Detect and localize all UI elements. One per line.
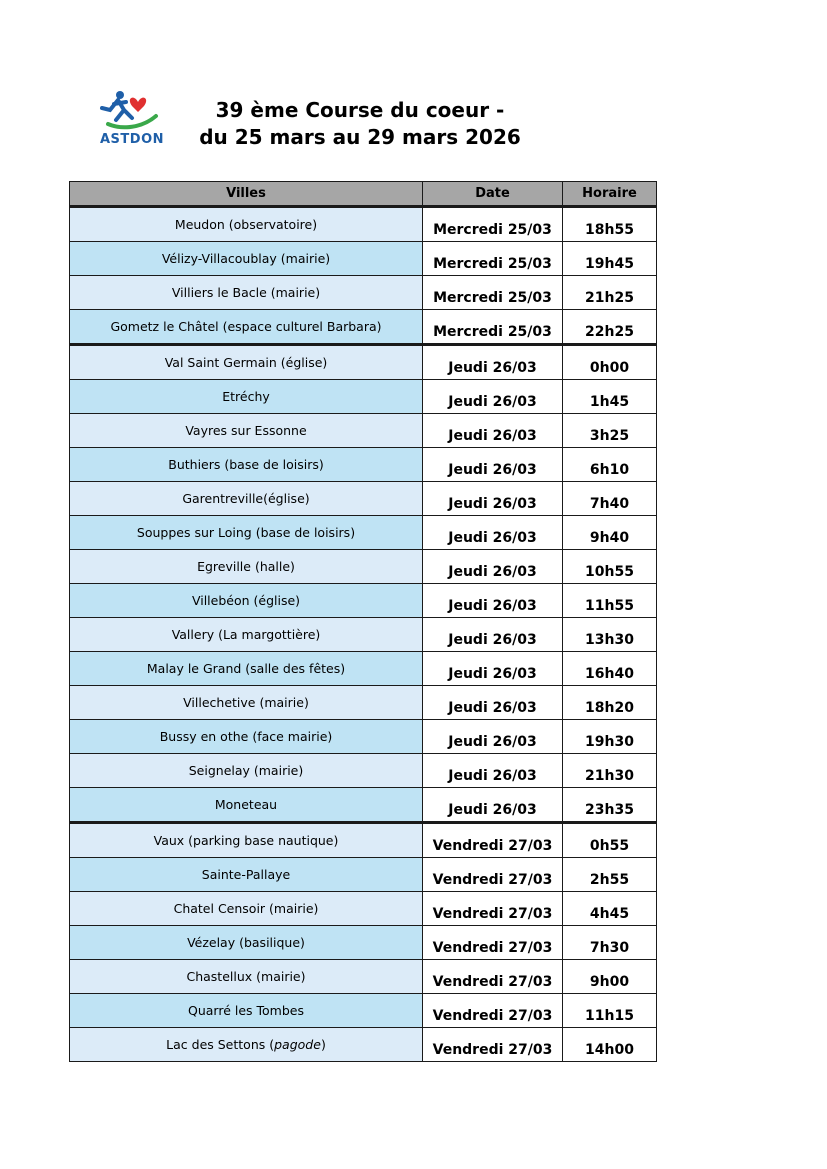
table-row <box>70 686 657 720</box>
cell-horaire: 7h30 <box>563 926 657 960</box>
astdon-logo <box>92 90 172 152</box>
cell-ville: Chatel Censoir (mairie) <box>70 892 423 926</box>
runner-heart-icon <box>98 90 162 132</box>
cell-ville: Etréchy <box>70 380 423 414</box>
cell-horaire: 0h55 <box>563 823 657 858</box>
cell-horaire: 14h00 <box>563 1028 657 1062</box>
cell-date: Jeudi 26/03 <box>423 345 563 380</box>
cell-date: Mercredi 25/03 <box>423 242 563 276</box>
table-row <box>70 823 657 858</box>
table-row <box>70 1028 657 1062</box>
cell-ville: Vaux (parking base nautique) <box>70 823 423 858</box>
cell-horaire: 11h55 <box>563 584 657 618</box>
table-row <box>70 242 657 276</box>
cell-horaire: 11h15 <box>563 994 657 1028</box>
header-villes: Villes <box>70 182 423 207</box>
cell-ville: Meudon (observatoire) <box>70 207 423 242</box>
schedule-rows <box>70 207 657 1062</box>
cell-horaire: 19h45 <box>563 242 657 276</box>
cell-horaire: 10h55 <box>563 550 657 584</box>
cell-horaire: 23h35 <box>563 788 657 823</box>
cell-horaire: 21h30 <box>563 754 657 788</box>
cell-horaire: 18h55 <box>563 207 657 242</box>
cell-ville: Chastellux (mairie) <box>70 960 423 994</box>
table-row <box>70 652 657 686</box>
cell-horaire: 9h00 <box>563 960 657 994</box>
table-row <box>70 550 657 584</box>
table-row <box>70 345 657 380</box>
cell-date: Vendredi 27/03 <box>423 892 563 926</box>
table-row <box>70 960 657 994</box>
cell-date: Jeudi 26/03 <box>423 618 563 652</box>
cell-ville: Malay le Grand (salle des fêtes) <box>70 652 423 686</box>
table-row <box>70 858 657 892</box>
cell-date: Jeudi 26/03 <box>423 414 563 448</box>
cell-horaire: 13h30 <box>563 618 657 652</box>
cell-ville: Lac des Settons (pagode) <box>70 1028 423 1062</box>
cell-ville: Vélizy-Villacoublay (mairie) <box>70 242 423 276</box>
table-row <box>70 414 657 448</box>
cell-date: Jeudi 26/03 <box>423 550 563 584</box>
header-date: Date <box>423 182 563 207</box>
table-row <box>70 720 657 754</box>
table-row <box>70 618 657 652</box>
header-row <box>70 182 657 207</box>
cell-horaire: 1h45 <box>563 380 657 414</box>
cell-horaire: 18h20 <box>563 686 657 720</box>
table-row <box>70 892 657 926</box>
cell-horaire: 7h40 <box>563 482 657 516</box>
cell-date: Jeudi 26/03 <box>423 754 563 788</box>
title-line-1: 39 ème Course du coeur - <box>215 98 505 122</box>
cell-date: Mercredi 25/03 <box>423 276 563 310</box>
schedule-table <box>69 181 657 1062</box>
table-row <box>70 380 657 414</box>
cell-date: Jeudi 26/03 <box>423 584 563 618</box>
table-row <box>70 754 657 788</box>
cell-horaire: 2h55 <box>563 858 657 892</box>
table-row <box>70 448 657 482</box>
table-row <box>70 584 657 618</box>
cell-horaire: 22h25 <box>563 310 657 345</box>
cell-date: Jeudi 26/03 <box>423 482 563 516</box>
cell-ville: Buthiers (base de loisirs) <box>70 448 423 482</box>
cell-date: Jeudi 26/03 <box>423 686 563 720</box>
cell-date: Jeudi 26/03 <box>423 448 563 482</box>
cell-ville: Moneteau <box>70 788 423 823</box>
cell-date: Vendredi 27/03 <box>423 858 563 892</box>
cell-ville: Egreville (halle) <box>70 550 423 584</box>
cell-ville: Seignelay (mairie) <box>70 754 423 788</box>
cell-ville: Bussy en othe (face mairie) <box>70 720 423 754</box>
cell-date: Mercredi 25/03 <box>423 207 563 242</box>
cell-ville: Vallery (La margottière) <box>70 618 423 652</box>
cell-horaire: 9h40 <box>563 516 657 550</box>
cell-horaire: 16h40 <box>563 652 657 686</box>
cell-horaire: 19h30 <box>563 720 657 754</box>
cell-ville: Sainte-Pallaye <box>70 858 423 892</box>
cell-date: Vendredi 27/03 <box>423 926 563 960</box>
cell-date: Jeudi 26/03 <box>423 720 563 754</box>
cell-horaire: 3h25 <box>563 414 657 448</box>
cell-ville: Villiers le Bacle (mairie) <box>70 276 423 310</box>
table-row <box>70 516 657 550</box>
cell-date: Mercredi 25/03 <box>423 310 563 345</box>
cell-date: Vendredi 27/03 <box>423 1028 563 1062</box>
table-row <box>70 276 657 310</box>
cell-horaire: 0h00 <box>563 345 657 380</box>
cell-date: Jeudi 26/03 <box>423 652 563 686</box>
table-row <box>70 207 657 242</box>
cell-ville: Vézelay (basilique) <box>70 926 423 960</box>
cell-horaire: 4h45 <box>563 892 657 926</box>
table-row <box>70 994 657 1028</box>
cell-date: Jeudi 26/03 <box>423 380 563 414</box>
cell-ville: Val Saint Germain (église) <box>70 345 423 380</box>
cell-ville: Villebéon (église) <box>70 584 423 618</box>
table-row <box>70 788 657 823</box>
cell-date: Jeudi 26/03 <box>423 516 563 550</box>
header-horaire: Horaire <box>563 182 657 207</box>
cell-horaire: 6h10 <box>563 448 657 482</box>
cell-date: Vendredi 27/03 <box>423 960 563 994</box>
title-line-2: du 25 mars au 29 mars 2026 <box>199 125 521 149</box>
cell-ville: Souppes sur Loing (base de loisirs) <box>70 516 423 550</box>
cell-ville: Villechetive (mairie) <box>70 686 423 720</box>
cell-date: Vendredi 27/03 <box>423 823 563 858</box>
cell-ville: Gometz le Châtel (espace culturel Barbara) <box>70 310 423 345</box>
logo-text: ASTDON <box>99 132 164 147</box>
cell-ville: Garentreville(église) <box>70 482 423 516</box>
cell-ville: Vayres sur Essonne <box>70 414 423 448</box>
cell-ville: Quarré les Tombes <box>70 994 423 1028</box>
cell-date: Vendredi 27/03 <box>423 994 563 1028</box>
cell-horaire: 21h25 <box>563 276 657 310</box>
table-row <box>70 926 657 960</box>
cell-date: Jeudi 26/03 <box>423 788 563 823</box>
table-row <box>70 310 657 345</box>
table-row <box>70 482 657 516</box>
page-title <box>195 97 525 151</box>
